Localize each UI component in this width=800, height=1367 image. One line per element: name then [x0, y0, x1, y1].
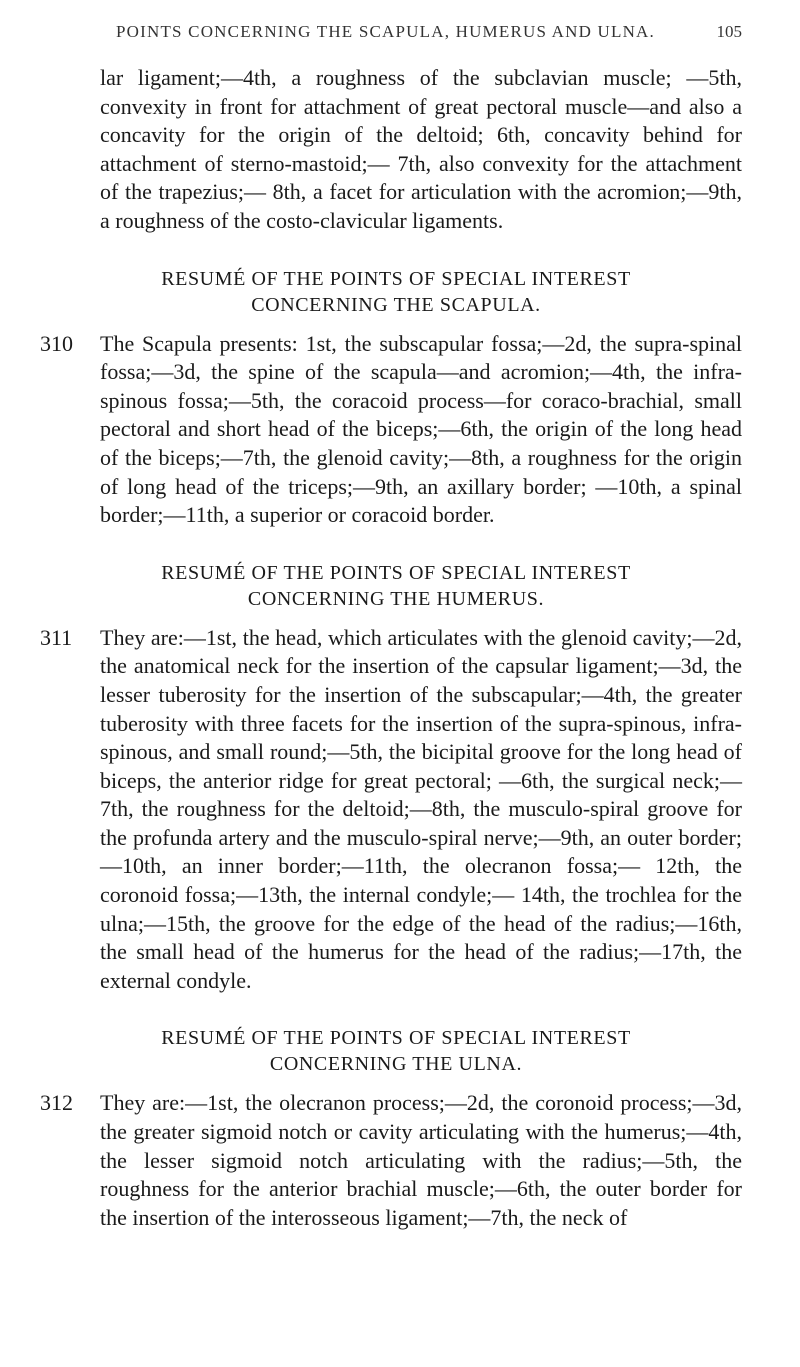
paragraph-311: [40, 624, 742, 996]
heading-line: CONCERNING THE SCAPULA.: [251, 293, 541, 316]
paragraph-text: They are:—1st, the olecranon process;—2d, the coronoid process;—3d, the greater sigmoid notch or cavity articulating with the humerus;—4th, the lesser sigmoid notch articulating with the radius;—5th, the roughness for the anterior brachial muscle;—6th, the outer border for the insertion of the interosseous ligament;—7th, the neck of: [100, 1090, 742, 1230]
section-heading-ulna: [50, 1025, 742, 1077]
page-number: 105: [716, 22, 742, 41]
paragraph-number: 311: [40, 624, 73, 650]
section-heading-humerus: [50, 560, 742, 612]
section-heading-scapula: [50, 266, 742, 318]
paragraph-text: The Scapula presents: 1st, the subscapular fossa;—2d, the supra-spinal fossa;—3d, the spine of the scapula—and acromion;—4th, the infra-spinous fossa;—5th, the coracoid process—for coraco-brachial, small pectoral and short head of the biceps;—6th, the origin of the long head of the biceps;—7th, the glenoid cavity;—8th, a roughness for the origin of long head of the triceps;—9th, an axillary border; —10th, a spinal border;—11th, a superior or coracoid border.: [100, 330, 742, 528]
heading-line: CONCERNING THE ULNA.: [269, 1053, 523, 1076]
paragraph-312: [40, 1089, 742, 1232]
paragraph-text: They are:—1st, the head, which articulates with the glenoid cavity;—2d, the anatomical neck for the insertion of the capsular ligament;—3d, the lesser tuberosity for the insertion of the subscapular;—4th, the greater tuberosity with three facets for the insertion of the supra-spinous, infra-spinous, and small round;—5th, the bicipital groove for the long head of biceps, the anterior ridge for great pectoral; —6th, the surgical neck;—7th, the roughness for the deltoid;—8th, the musculo-spiral groove for the profunda artery and the musculo-spiral nerve;—9th, an outer border; —10th, an inner border;—11th, the olecranon fossa;— 12th, the coronoid fossa;—13th, the internal condyle;— 14th, the trochlea for the ulna;—15th, the groove for the edge of the head of the radius;—16th, the small head of the humerus for the head of the radius;—17th, the external condyle.: [100, 624, 742, 993]
heading-line: RESUMÉ OF THE POINTS OF SPECIAL INTEREST: [161, 267, 631, 290]
paragraph-number: 310: [40, 330, 73, 356]
running-header: [116, 22, 742, 42]
heading-line: CONCERNING THE HUMERUS.: [247, 587, 545, 610]
paragraph-310: [40, 330, 742, 530]
running-title: POINTS CONCERNING THE SCAPULA, HUMERUS AND ULNA.: [116, 22, 655, 41]
continuation-paragraph: lar ligament;—4th, a roughness of the subclavian muscle; —5th, convexity in front for attachment of great pectoral muscle—and also a concavity for the origin of the deltoid; 6th, concavity behind for attachment of sterno-mastoid;— 7th, also convexity for the attachment of the trapezius;— 8th, a facet for articulation with the acromion;—9th, a roughness of the costo-clavicular ligaments.: [100, 65, 742, 233]
heading-line: RESUMÉ OF THE POINTS OF SPECIAL INTEREST: [161, 561, 631, 584]
paragraph-number: 312: [40, 1090, 73, 1116]
page-body: [40, 64, 742, 1232]
heading-line: RESUMÉ OF THE POINTS OF SPECIAL INTEREST: [161, 1027, 631, 1050]
